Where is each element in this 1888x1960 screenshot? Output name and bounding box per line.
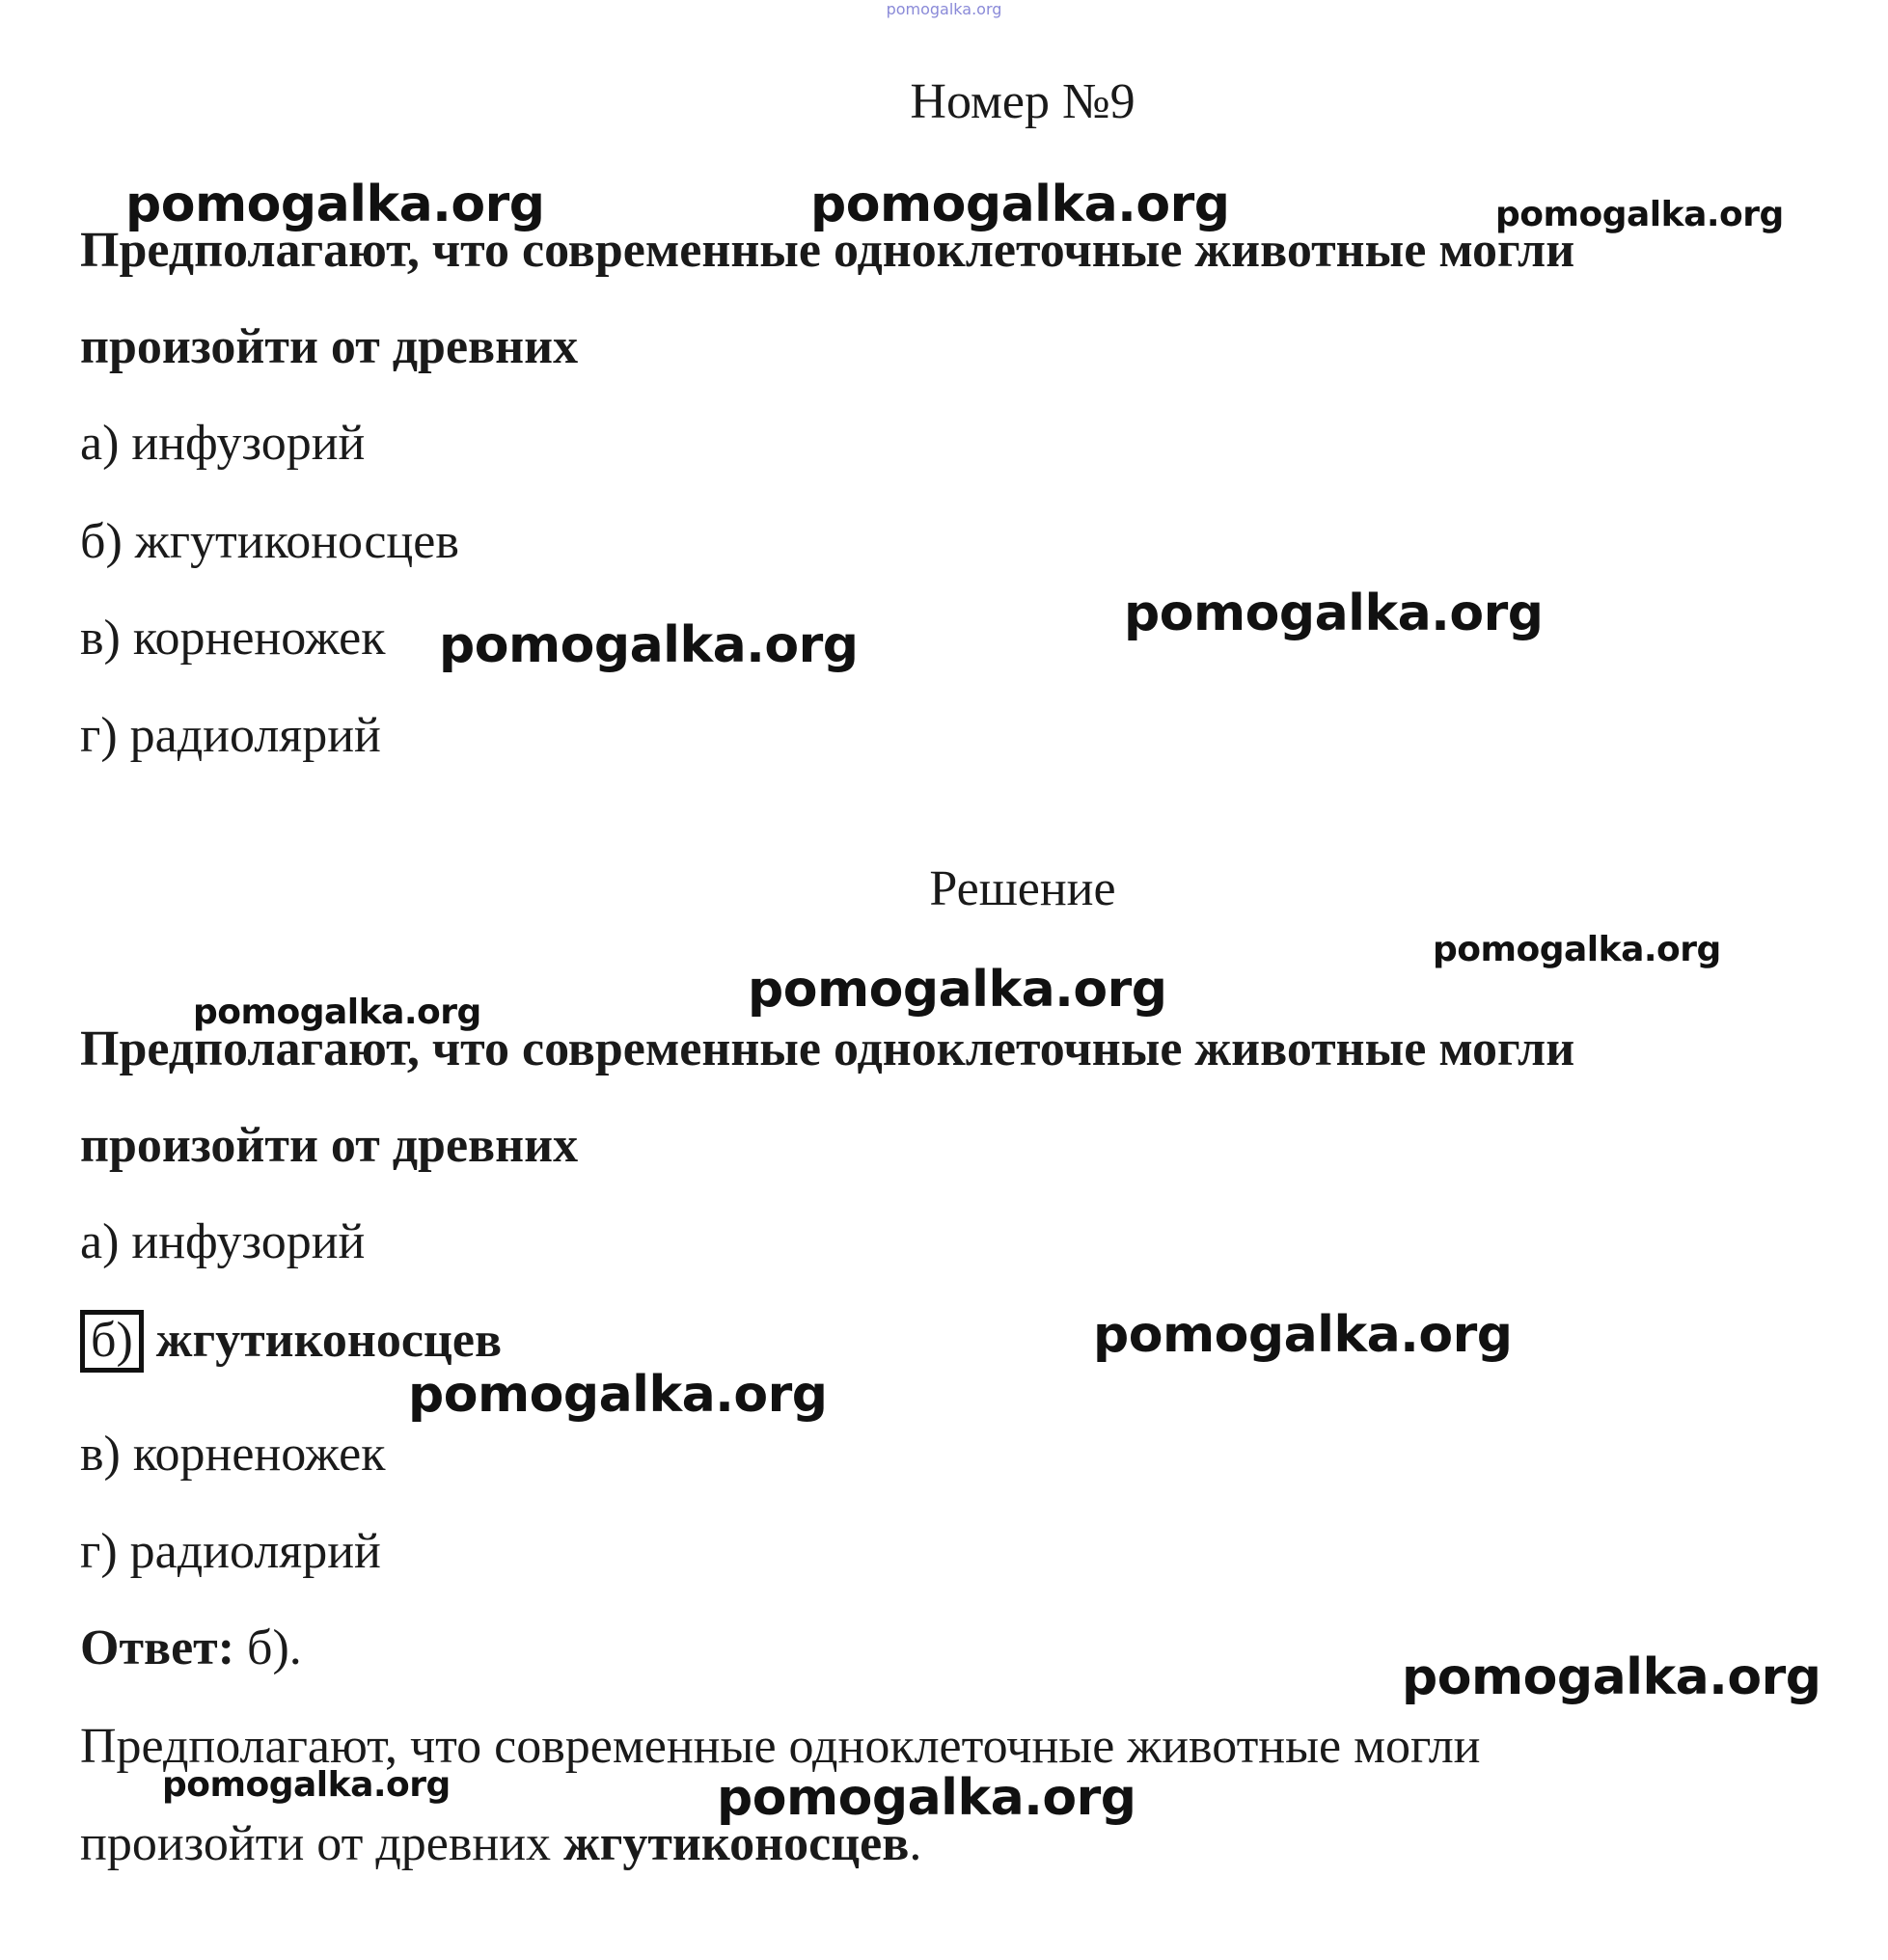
- watermark-1: pomogalka.org: [125, 176, 545, 233]
- conclusion-prefix: произойти от древних: [80, 1816, 564, 1871]
- watermark-7: pomogalka.org: [748, 961, 1167, 1019]
- watermark-9: pomogalka.org: [1093, 1306, 1513, 1364]
- conclusion-bold: жгутиконосцев: [563, 1816, 910, 1871]
- watermark-2: pomogalka.org: [810, 176, 1230, 233]
- watermark-3: pomogalka.org: [1495, 195, 1784, 234]
- question-line-2: произойти от древних: [80, 319, 579, 374]
- selected-answer-text: жгутиконосцев: [155, 1313, 503, 1368]
- watermark-6: pomogalka.org: [1433, 930, 1721, 969]
- question-option-d: г) радиолярий: [80, 708, 381, 763]
- solution-heading: Решение: [929, 861, 1116, 916]
- question-option-a: а) инфузорий: [80, 416, 366, 471]
- solution-question-line-1: Предполагают, что современные одноклеточные животные могли: [80, 1021, 1575, 1076]
- answer-value: б).: [234, 1620, 302, 1675]
- question-option-c: в) корненожек: [80, 611, 386, 666]
- top-watermark: pomogalka.org: [886, 0, 1002, 18]
- watermark-8: pomogalka.org: [193, 993, 481, 1032]
- watermark-12: pomogalka.org: [162, 1765, 451, 1805]
- solution-option-b: [80, 1310, 502, 1373]
- solution-option-d: г) радиолярий: [80, 1524, 381, 1579]
- page-title: Номер №9: [910, 74, 1136, 129]
- answer-line: [80, 1620, 302, 1675]
- solution-option-c: в) корненожек: [80, 1427, 386, 1482]
- question-line-1: Предполагают, что современные одноклеточные животные могли: [80, 223, 1575, 278]
- watermark-11: pomogalka.org: [1402, 1648, 1821, 1706]
- watermark-10: pomogalka.org: [408, 1366, 828, 1424]
- question-option-b: б) жгутиконосцев: [80, 514, 459, 569]
- conclusion-line-1: Предполагают, что современные одноклеточные животные могли: [80, 1719, 1481, 1774]
- answer-label: Ответ:: [80, 1620, 235, 1675]
- watermark-5: pomogalka.org: [439, 616, 859, 674]
- solution-question-line-2: произойти от древних: [80, 1118, 579, 1173]
- watermark-13: pomogalka.org: [717, 1769, 1136, 1827]
- solution-option-a: а) инфузорий: [80, 1214, 366, 1269]
- watermark-4: pomogalka.org: [1124, 585, 1544, 642]
- conclusion-suffix: .: [909, 1816, 922, 1871]
- selected-answer-marker: б): [80, 1310, 144, 1373]
